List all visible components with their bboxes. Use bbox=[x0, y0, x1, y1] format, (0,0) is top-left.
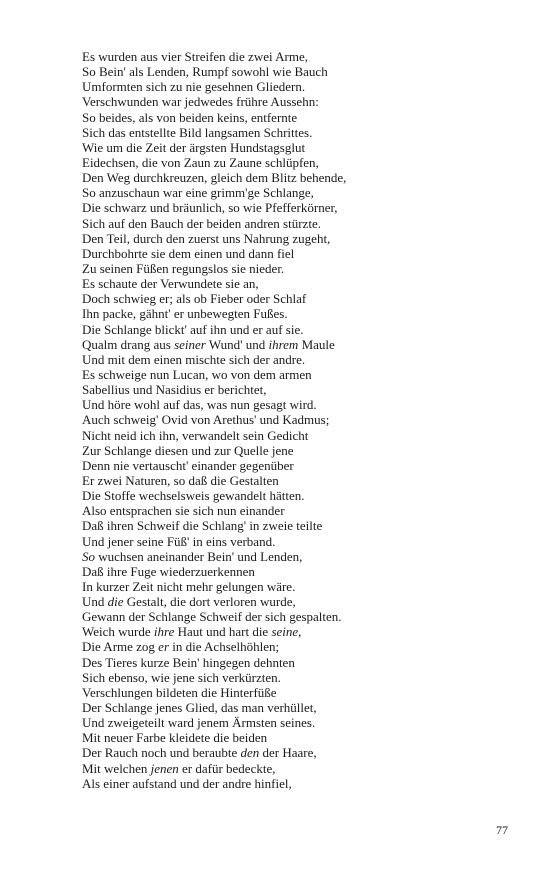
line-text: Den Teil, durch den zuerst uns Nahrung zugeht, bbox=[82, 230, 331, 246]
poem-line bbox=[82, 639, 502, 654]
poem-line bbox=[82, 443, 502, 458]
line-text: Zu seinen Füßen regungslos sie nieder. bbox=[82, 260, 285, 276]
poem-line bbox=[82, 745, 502, 760]
poem-line bbox=[82, 776, 502, 791]
line-text: Doch schwieg er; als ob Fieber oder Schlaf bbox=[82, 291, 307, 307]
line-text: Denn nie vertauscht' einander gegenüber bbox=[82, 457, 294, 473]
line-text: Der Rauch noch und beraubte bbox=[82, 745, 241, 761]
poem-line bbox=[82, 488, 502, 503]
poem-text-block bbox=[82, 49, 502, 791]
poem-line bbox=[82, 518, 502, 533]
poem-line bbox=[82, 458, 502, 473]
line-text: Nicht neid ich ihn, verwandelt sein Gedicht bbox=[82, 427, 309, 443]
italic-text: ihrem bbox=[268, 336, 299, 352]
poem-line bbox=[82, 352, 502, 367]
poem-line bbox=[82, 185, 502, 200]
line-text: In kurzer Zeit nicht mehr gelungen wäre. bbox=[82, 578, 296, 594]
poem-line bbox=[82, 428, 502, 443]
poem-line bbox=[82, 140, 502, 155]
line-text: Mit welchen bbox=[82, 760, 151, 776]
poem-line bbox=[82, 64, 502, 79]
line-text: Wie um die Zeit der ärgsten Hundstagsglut bbox=[82, 139, 306, 155]
poem-line bbox=[82, 291, 502, 306]
poem-line bbox=[82, 761, 502, 776]
poem-line bbox=[82, 216, 502, 231]
line-text: Und zweigeteilt ward jenem Ärmsten seines. bbox=[82, 715, 316, 731]
poem-line bbox=[82, 246, 502, 261]
line-text: Daß ihre Fuge wiederzuerkennen bbox=[82, 563, 255, 579]
line-text: Sich ebenso, wie jene sich verkürzten. bbox=[82, 669, 281, 685]
italic-text: seiner bbox=[174, 336, 206, 352]
poem-line bbox=[82, 276, 502, 291]
poem-line bbox=[82, 700, 502, 715]
poem-line bbox=[82, 125, 502, 140]
line-text: Es schaute der Verwundete sie an, bbox=[82, 276, 259, 292]
poem-line bbox=[82, 715, 502, 730]
poem-line bbox=[82, 322, 502, 337]
page-number: 77 bbox=[496, 823, 508, 837]
line-text: Verschlungen bildeten die Hinterfüße bbox=[82, 684, 277, 700]
poem-line bbox=[82, 730, 502, 745]
poem-line bbox=[82, 200, 502, 215]
line-text: Und höre wohl auf das, was nun gesagt wird. bbox=[82, 397, 317, 413]
line-text: Es schweige nun Lucan, wo von dem armen bbox=[82, 366, 312, 382]
line-text: Die Stoffe wechselsweis gewandelt hätten. bbox=[82, 488, 305, 504]
poem-line bbox=[82, 261, 502, 276]
italic-text: den bbox=[240, 745, 260, 761]
line-text: Durchbohrte sie dem einen und dann fiel bbox=[82, 245, 295, 261]
poem-line bbox=[82, 609, 502, 624]
poem-line bbox=[82, 367, 502, 382]
poem-line bbox=[82, 473, 502, 488]
line-text: Also entsprachen sie sich nun einander bbox=[82, 503, 285, 519]
poem-line bbox=[82, 412, 502, 427]
line-text: Auch schweig' Ovid von Arethus' und Kadmus; bbox=[82, 412, 330, 428]
poem-line bbox=[82, 231, 502, 246]
poem-line bbox=[82, 624, 502, 639]
italic-text: So bbox=[82, 548, 95, 564]
poem-line bbox=[82, 564, 502, 579]
poem-line bbox=[82, 337, 502, 352]
poem-line bbox=[82, 49, 502, 64]
line-text: der Haare, bbox=[259, 745, 317, 761]
line-text: Qualm drang aus bbox=[82, 336, 175, 352]
line-text: Und jener seine Füß' in eins verband. bbox=[82, 533, 276, 549]
line-text: Der Schlange jenes Glied, das man verhüllet, bbox=[82, 700, 317, 716]
italic-text: seine, bbox=[271, 624, 302, 640]
poem-line bbox=[82, 382, 502, 397]
line-text: in die Achselhöhlen; bbox=[169, 639, 280, 655]
italic-text: ihre bbox=[153, 624, 175, 640]
line-text: Sich auf den Bauch der beiden andren stürzte. bbox=[82, 215, 321, 231]
poem-line bbox=[82, 534, 502, 549]
line-text: Wund' und bbox=[205, 336, 269, 352]
line-text: Er zwei Naturen, so daß die Gestalten bbox=[82, 472, 279, 488]
italic-text: jenen bbox=[150, 760, 179, 776]
line-text: wuchsen aneinander Bein' und Lenden, bbox=[95, 548, 303, 564]
line-text: So beides, als von beiden keins, entfernte bbox=[82, 109, 298, 125]
poem-line bbox=[82, 94, 502, 109]
italic-text: die bbox=[107, 594, 124, 610]
line-text: Verschwunden war jedwedes frühre Aussehn: bbox=[82, 94, 319, 110]
poem-line bbox=[82, 306, 502, 321]
line-text: Die Arme zog bbox=[82, 639, 159, 655]
line-text: Die schwarz und bräunlich, so wie Pfefferkörner, bbox=[82, 200, 338, 216]
line-text: Und mit dem einen mischte sich der andre. bbox=[82, 351, 306, 367]
line-text: Die Schlange blickt' auf ihn und er auf sie. bbox=[82, 321, 304, 337]
line-text: er dafür bedeckte, bbox=[178, 760, 276, 776]
line-text: So anzuschaun war eine grimm'ge Schlange, bbox=[82, 185, 314, 201]
poem-line bbox=[82, 397, 502, 412]
line-text: Maule bbox=[298, 336, 335, 352]
line-text: So Bein' als Lenden, Rumpf sowohl wie Bauch bbox=[82, 64, 328, 80]
line-text: Sich das entstellte Bild langsamen Schrittes. bbox=[82, 124, 313, 140]
line-text: Es wurden aus vier Streifen die zwei Arme, bbox=[82, 49, 308, 64]
line-text: Gewann der Schlange Schweif der sich gespalten. bbox=[82, 609, 342, 625]
line-text: Gestalt, die dort verloren wurde, bbox=[123, 594, 296, 610]
line-text: Als einer aufstand und der andre hinfiel, bbox=[82, 775, 292, 791]
poem-line bbox=[82, 503, 502, 518]
poem-line bbox=[82, 579, 502, 594]
poem-line bbox=[82, 155, 502, 170]
line-text: Ihn packe, gähnt' er unbewegten Fußes. bbox=[82, 306, 288, 322]
line-text: Mit neuer Farbe kleidete die beiden bbox=[82, 730, 268, 746]
italic-text: er bbox=[158, 639, 170, 655]
poem-line bbox=[82, 110, 502, 125]
line-text: Den Weg durchkreuzen, gleich dem Blitz behende, bbox=[82, 170, 347, 186]
line-text: Eidechsen, die von Zaun zu Zaune schlüpfen, bbox=[82, 154, 319, 170]
poem-line bbox=[82, 594, 502, 609]
poem-line bbox=[82, 170, 502, 185]
line-text: Weich wurde bbox=[82, 624, 154, 640]
line-text: Des Tieres kurze Bein' hingegen dehnten bbox=[82, 654, 295, 670]
poem-line bbox=[82, 685, 502, 700]
line-text: Sabellius und Nasidius er berichtet, bbox=[82, 382, 267, 398]
line-text: Umformten sich zu nie gesehnen Gliedern. bbox=[82, 79, 306, 95]
line-text: Daß ihren Schweif die Schlang' in zweie teilte bbox=[82, 518, 323, 534]
line-text: Haut und hart die bbox=[174, 624, 272, 640]
line-text: Und bbox=[82, 594, 108, 610]
poem-line bbox=[82, 670, 502, 685]
line-text: Zur Schlange diesen und zur Quelle jene bbox=[82, 442, 294, 458]
poem-line bbox=[82, 655, 502, 670]
poem-line bbox=[82, 549, 502, 564]
poem-line bbox=[82, 79, 502, 94]
